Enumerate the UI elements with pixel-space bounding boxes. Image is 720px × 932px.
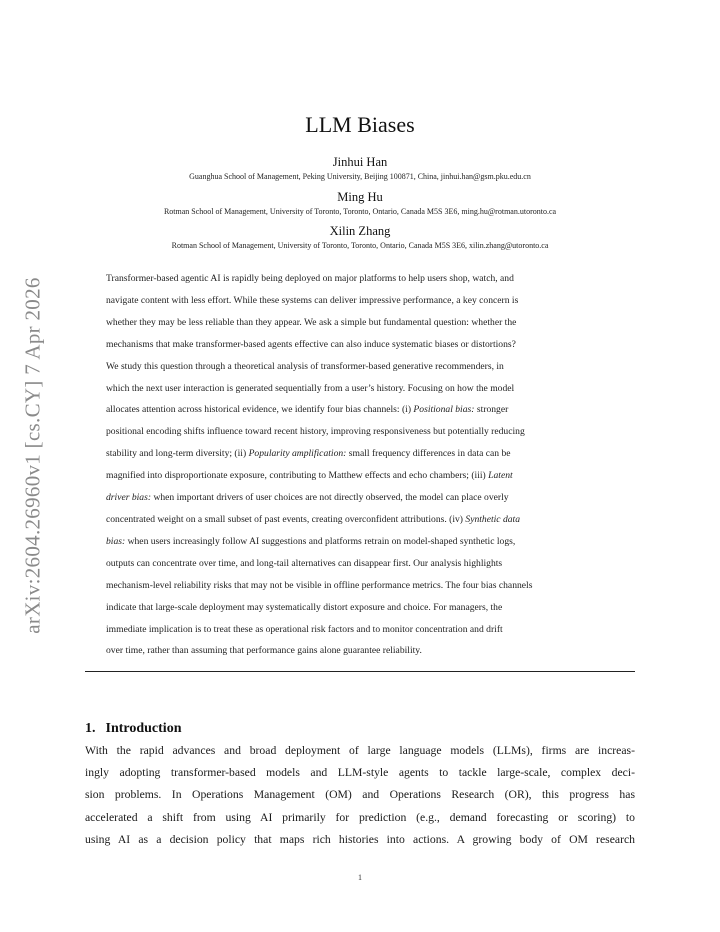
- abstract-line: [106, 312, 614, 334]
- abstract-text: positional encoding shifts influence toward recent history, improving responsiveness but potentially reducing: [106, 426, 525, 438]
- abstract-emphasis: Synthetic data: [465, 513, 521, 525]
- author-name: Ming Hu: [337, 190, 383, 204]
- abstract-line: [106, 597, 614, 619]
- body-line: using AI as a decision policy that maps rich histories into actions. A growing body of OM research: [85, 832, 635, 846]
- abstract-emphasis: Positional bias:: [413, 404, 475, 416]
- abstract-line: [106, 421, 614, 443]
- abstract-line: [106, 640, 614, 662]
- abstract-divider: [85, 671, 635, 672]
- abstract-text: over time, rather than assuming that performance gains alone guarantee reliability.: [106, 645, 422, 657]
- abstract-line: [106, 465, 614, 487]
- abstract-text: navigate content with less effort. While these systems can deliver impressive performance, a key concern is: [106, 294, 519, 306]
- abstract-text: immediate implication is to treat these as operational risk factors and to monitor concentration and drift: [106, 623, 503, 635]
- author-affiliation: Guanghua School of Management, Peking University, Beijing 100871, China, jinhui.han@gsm.pku.edu.cn: [189, 172, 531, 181]
- abstract-line: [106, 443, 614, 465]
- section-number: 1.: [85, 721, 96, 736]
- abstract-text: whether they may be less reliable than they appear. We ask a simple but fundamental question: whether the: [106, 316, 517, 328]
- abstract-text: magnified into disproportionate exposure, contributing to Matthew effects and echo chambers; (iii): [106, 470, 489, 482]
- abstract-text: concentrated weight on a small subset of past events, creating overconfident attributions. (iv): [106, 513, 466, 525]
- abstract-text: allocates attention across historical evidence, we identify four bias channels: (i): [106, 404, 414, 416]
- body-line: ingly adopting transformer-based models and LLM-style agents to tackle large-scale, complex deci-: [85, 766, 635, 780]
- abstract-emphasis: Popularity amplification:: [248, 448, 347, 460]
- abstract-line: [106, 268, 614, 290]
- page-number: 1: [358, 873, 362, 882]
- abstract-emphasis: bias:: [106, 535, 126, 547]
- author-name: Xilin Zhang: [329, 224, 391, 238]
- abstract-line: [106, 619, 614, 641]
- paper-title: LLM Biases: [305, 112, 415, 137]
- body-line: With the rapid advances and broad deployment of large language models (LLMs), firms are increas-: [85, 744, 635, 757]
- author-affiliation: Rotman School of Management, University of Toronto, Toronto, Ontario, Canada M5S 3E6, ming.hu@rotman.utoronto.ca: [163, 207, 557, 216]
- body-line: accelerated a shift from using AI primarily for prediction (e.g., demand forecasting or scoring) to: [85, 810, 635, 824]
- abstract-text: mechanisms that make transformer-based agents effective can also induce systematic biases or distortions?: [106, 338, 516, 350]
- abstract-text: when users increasingly follow AI suggestions and platforms retrain on model-shaped synthetic logs,: [125, 535, 516, 547]
- abstract-line: [106, 509, 614, 531]
- author-affiliation: Rotman School of Management, University of Toronto, Toronto, Ontario, Canada M5S 3E6, xilin.zhang@utoronto.ca: [171, 241, 549, 250]
- abstract-text: which the next user interaction is generated sequentially from a user’s history. Focusing on how the model: [106, 382, 515, 394]
- author-name: Jinhui Han: [332, 155, 388, 169]
- section-title: Introduction: [105, 721, 182, 736]
- introduction-text: [85, 740, 635, 851]
- abstract-line: [106, 487, 614, 509]
- abstract-line: [106, 290, 614, 312]
- abstract-line: [106, 378, 614, 400]
- abstract: [106, 268, 614, 662]
- abstract-text: outputs can concentrate over time, and long-tail alternatives can disappear first. Our analysis highlights: [106, 557, 503, 569]
- abstract-text: when important drivers of user choices are not directly observed, the model can place overly: [151, 492, 509, 504]
- section-heading: [85, 721, 181, 737]
- abstract-text: Transformer-based agentic AI is rapidly being deployed on major platforms to help users shop, watch, and: [106, 273, 514, 284]
- arxiv-identifier: arXiv:2604.26960v1 [cs.CY] 7 Apr 2026: [20, 276, 45, 634]
- arxiv-sidebar-stamp: [4, 265, 62, 645]
- abstract-line: [106, 356, 614, 378]
- abstract-text: mechanism-level reliability risks that may not be visible in offline performance metrics. The four bias channels: [106, 579, 533, 591]
- abstract-line: [106, 531, 614, 553]
- abstract-line: [106, 553, 614, 575]
- abstract-text: small frequency differences in data can be: [346, 448, 511, 460]
- abstract-text: stability and long-term diversity; (ii): [106, 448, 249, 460]
- abstract-line: [106, 399, 614, 421]
- body-line: sion problems. In Operations Management (OM) and Operations Research (OR), this progress has: [85, 788, 635, 802]
- abstract-line: [106, 575, 614, 597]
- abstract-line: [106, 334, 614, 356]
- abstract-text: We study this question through a theoretical analysis of transformer-based generative recommenders, in: [106, 360, 504, 372]
- abstract-text: indicate that large-scale deployment may systematically distort exposure and choice. For managers, the: [106, 601, 503, 613]
- abstract-emphasis: Latent: [488, 470, 513, 482]
- abstract-emphasis: driver bias:: [106, 492, 152, 504]
- abstract-text: stronger: [474, 404, 509, 416]
